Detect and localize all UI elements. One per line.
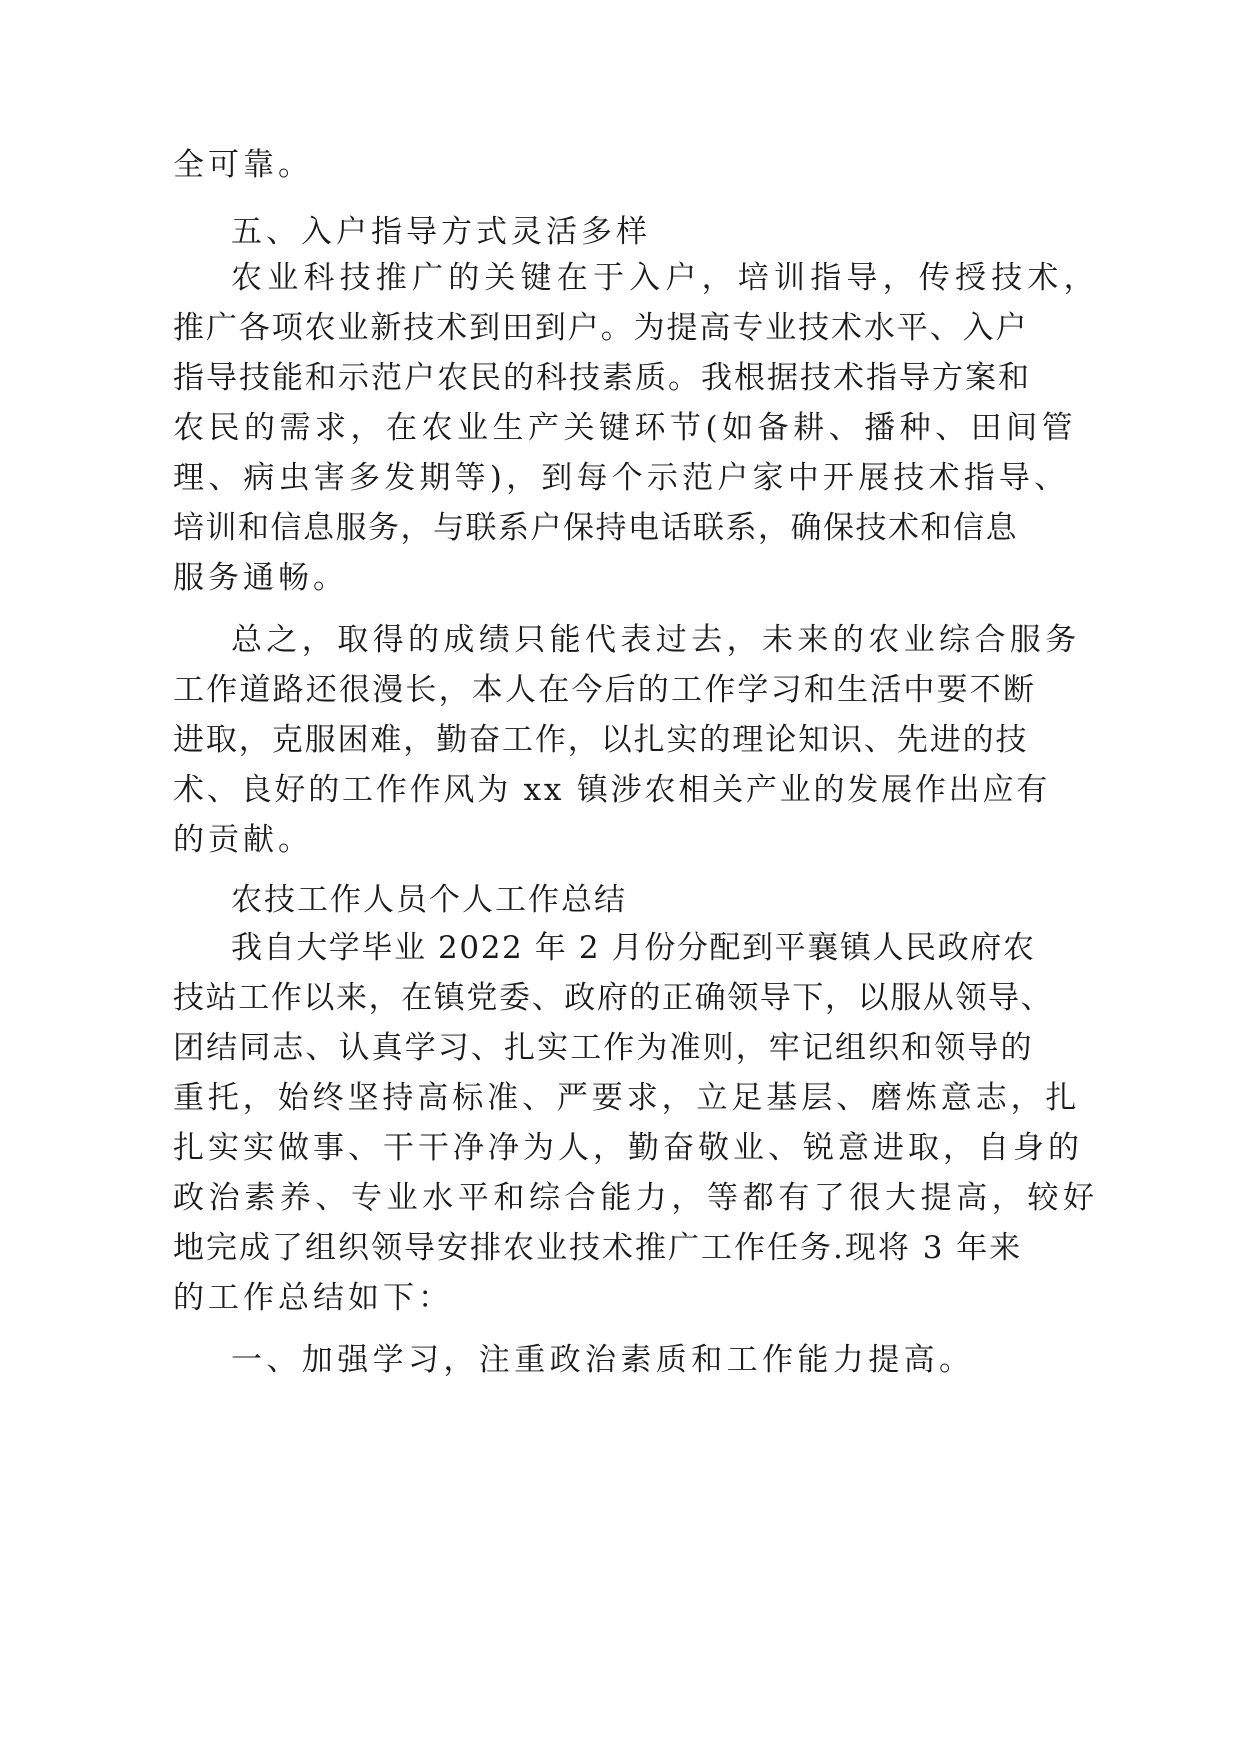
text-line: 政治素养、专业水平和综合能力，等都有了很大提高，较好 [173, 1180, 1099, 1216]
text-line: 团结同志、认真学习、扎实工作为准则，牢记组织和领导的 [173, 1030, 1034, 1066]
text-line: 农业科技推广的关键在于入户，培训指导，传授技术， [231, 260, 1100, 296]
section-heading: 五、入户指导方式灵活多样 [231, 214, 651, 250]
text-line: 的工作总结如下： [173, 1280, 453, 1316]
text-line: 技站工作以来，在镇党委、政府的正确领导下，以服从领导、 [173, 980, 1054, 1016]
text-line: 农民的需求，在农业生产关键环节(如备耕、播种、田间管 [173, 410, 1078, 446]
text-line: 我自大学毕业 2022 年 2 月份分配到平襄镇人民政府农 [231, 930, 1036, 966]
section-heading: 一、加强学习，注重政治素质和工作能力提高。 [231, 1342, 975, 1378]
text-line: 重托，始终坚持高标准、严要求，立足基层、磨炼意志，扎 [173, 1080, 1081, 1116]
text-line: 理、病虫害多发期等)，到每个示范户家中开展技术指导、 [173, 460, 1070, 496]
text-line: 工作道路还很漫长，本人在今后的工作学习和生活中要不断 [173, 672, 1037, 708]
section-heading: 农技工作人员个人工作总结 [231, 882, 627, 918]
text-line: 推广各项农业新技术到田到户。为提高专业技术水平、入户 [173, 310, 1029, 346]
text-line: 指导技能和示范户农民的科技素质。我根据技术指导方案和 [173, 360, 1031, 396]
text-line: 术、良好的工作作风为 xx 镇涉农相关产业的发展作出应有 [173, 772, 1051, 808]
text-line: 进取，克服困难，勤奋工作，以扎实的理论知识、先进的技 [173, 722, 1029, 758]
text-line: 地完成了组织领导安排农业技术推广工作任务.现将 3 年来 [173, 1230, 1023, 1266]
text-line: 培训和信息服务，与联系户保持电话联系，确保技术和信息 [173, 510, 1018, 546]
text-line: 总之，取得的成绩只能代表过去，未来的农业综合服务 [231, 622, 1081, 658]
text-line: 全可靠。 [173, 147, 313, 183]
text-line: 服务通畅。 [173, 560, 348, 596]
text-line: 的贡献。 [173, 822, 313, 858]
text-line: 扎实实做事、干干净净为人，勤奋敬业、锐意进取，自身的 [173, 1130, 1083, 1166]
